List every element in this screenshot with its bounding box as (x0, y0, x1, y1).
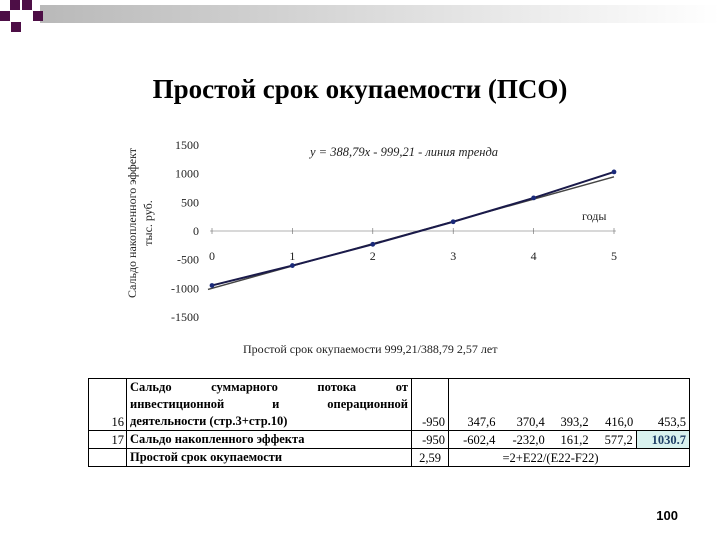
y-tick-label: -1500 (171, 310, 199, 324)
table-cell: 453,5 (636, 379, 689, 431)
row-number (89, 449, 127, 467)
table-cell: 577,2 (592, 431, 637, 449)
data-point (370, 242, 375, 247)
table-cell: -602,4 (449, 431, 499, 449)
row-number: 16 (89, 379, 127, 431)
table-row (89, 449, 690, 467)
data-point (612, 170, 617, 175)
y-tick-label: 500 (181, 195, 199, 210)
table-cell: 393,2 (548, 379, 592, 431)
data-table (88, 378, 690, 467)
row-label-word: потока (317, 380, 357, 394)
table-row (89, 431, 690, 449)
x-axis-label: годы (582, 209, 607, 223)
row-label: Простой срок окупаемости (127, 449, 412, 467)
table-cell: -232,0 (498, 431, 547, 449)
row-label-word: инвестиционной (130, 397, 225, 411)
x-tick-label: 0 (209, 249, 215, 263)
y-tick-label: -500 (177, 252, 199, 267)
row-label (127, 379, 412, 431)
data-point (290, 263, 295, 268)
table-cell: 416,0 (592, 379, 637, 431)
row-label-word: суммарного (211, 380, 278, 394)
x-tick-label: 5 (611, 249, 617, 263)
x-tick-label: 2 (369, 249, 376, 263)
table-cell: 2,59 (412, 449, 449, 467)
y-tick-label: 0 (193, 224, 199, 238)
row-label-word: от (395, 380, 408, 394)
payback-note: Простой срок окупаемости 999,21/388,79 2,57 лет (243, 342, 498, 356)
slide-title (0, 74, 720, 105)
row-label-line: деятельности (стр.3+стр.10) (130, 414, 288, 428)
row-label-word: Сальдо (130, 380, 172, 394)
y-tick-label: 1500 (175, 138, 199, 152)
row-number: 17 (89, 431, 127, 449)
row-label: Сальдо накопленного эффекта (127, 431, 412, 449)
trendline-label: y = 388,79x - 999,21 - линия тренда (310, 145, 499, 159)
table-cell: 161,2 (548, 431, 592, 449)
table-cell: 347,6 (449, 379, 499, 431)
series-line (212, 172, 614, 286)
x-tick-label: 1 (289, 249, 296, 263)
payback-chart (120, 128, 620, 358)
y-tick-label: -1000 (171, 281, 199, 296)
y-tick-label: 1000 (175, 166, 199, 181)
y-axis-label: Сальдо накопленного эффект (125, 148, 139, 298)
slide-decoration (0, 0, 720, 40)
highlighted-cell: 1030.7 (636, 431, 689, 449)
slide-title-text: Простой срок окупаемости (ПСО) (152, 74, 568, 104)
data-point (531, 196, 536, 201)
x-tick-label: 3 (450, 249, 457, 263)
row-label-word: и (272, 397, 280, 411)
page-number: 100 (656, 508, 678, 523)
y-axis-unit: тыс. руб. (141, 200, 155, 246)
table-cell: 370,4 (498, 379, 547, 431)
data-point (451, 219, 456, 224)
data-point (210, 283, 215, 288)
table-cell: -950 (412, 379, 449, 431)
row-label-word: операционной (327, 397, 408, 411)
formula-cell: =2+E22/(E22-F22) (449, 449, 690, 467)
table-cell: -950 (412, 431, 449, 449)
table-row (89, 379, 690, 431)
x-tick-label: 4 (530, 249, 537, 263)
